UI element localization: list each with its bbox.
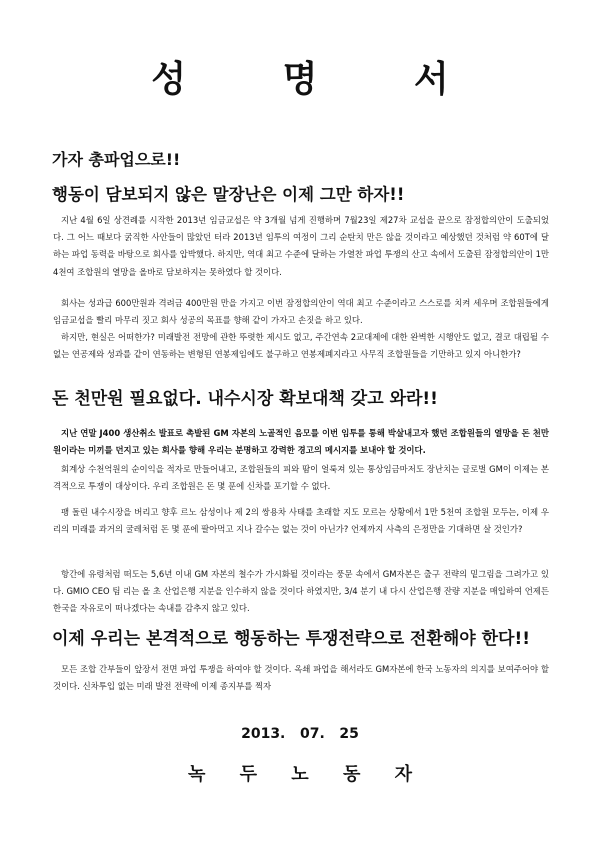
heading-go-strike: 가자 총파업으로!!	[52, 150, 181, 169]
document-title: 성 명 서	[151, 59, 491, 100]
paragraph-reality-question: 하지만, 현실은 어떠한가? 미래발전 전망에 관한 뚜렷한 제시도 없고, 주간연속 2교대제에 대한 완벽한 시행안도 없고, 결코 대립될 수 없는 연공제와 성과를 같이 연동하는 변형된 연봉제임에도 불구하고 연봉제폐지라고 사무직 조합원들을 기만하고 있지 아니한가?	[53, 332, 549, 360]
paragraph-full-strike-call: 모든 조합 간부들이 앞장서 전면 파업 투쟁을 하여야 할 것이다. 옥쇄 파업을 해서라도 GM자본에 한국 노동자의 의지를 보여주어야 할 것이다. 신차투입 없는 미래 발전 전략에 이제 종지부를 찍자	[53, 664, 549, 692]
paragraph-global-gm: 회계상 수천억원의 순이익을 적자로 만들어내고, 조합원들의 피와 땀이 얼룩져 있는 통상임금마저도 장난치는 글로벌 GM이 이제는 본격적으로 투쟁이 대상이다. 우리 조합원은 돈 몇 푼에 신차를 포기할 수 없다.	[53, 464, 549, 492]
paragraph-future-question: 팽 돌린 내수시장을 버리고 향후 르노 삼성이나 제 2의 쌍용차 사태를 초래할 지도 모르는 상황에서 1만 5천여 조합원 모두는, 이제 우리의 미래를 과거의 굴레처럼 돈 몇 푼에 팔아먹고 지나 갈수는 없는 것이 아닌가? 언제까지 사측의 은정만을 기대하면 살 것인가?	[53, 507, 549, 535]
paragraph-gm-warning: 지난 연말 J400 생산취소 발표로 촉발된 GM 자본의 노골적인 음모를 이번 임투를 통해 박살내고자 했던 조합원들의 열망을 돈 천만원이라는 미끼를 던지고 있는 회사를 향해 우리는 분명하고 강력한 경고의 메시지를 보내야 할 것이다.	[53, 428, 549, 456]
signature-organization: 녹 두 노 동 자	[187, 764, 426, 785]
heading-strategy-shift: 이제 우리는 본격적으로 행동하는 투쟁전략으로 전환해야 한다!!	[52, 629, 530, 649]
paragraph-company-offer: 회사는 성과급 600만원과 격려금 400만원 만을 가지고 이번 잠정합의안이 역대 최고 수준이라고 스스로를 치켜 세우며 조합원들에게 임금교섭을 빨리 마무리 짓고 회사 성공의 목표를 향해 같이 가자고 손짓을 하고 있다.	[53, 298, 549, 326]
heading-no-more-talk: 행동이 담보되지 않은 말장난은 이제 그만 하자!!	[52, 185, 405, 204]
paragraph-gm-withdrawal: 항간에 유령처럼 떠도는 5,6년 이내 GM 자본의 철수가 가시화될 것이라는 풍문 속에서 GM자본은 출구 전략의 밑그림을 그려가고 있다. GMIO CEO 팀 리는 올 초 산업은행 지분을 인수하지 않을 것이다 하였지만, 3/4 분기 내 다시 산업은행 잔량 지분을 매입하여 언제든 한국을 자유로이 떠나겠다는 속내를 감추지 않고 있다.	[53, 569, 549, 614]
statement-date: 2013. 07. 25	[241, 726, 359, 742]
heading-domestic-market: 돈 천만원 필요없다. 내수시장 확보대책 갖고 와라!!	[52, 389, 438, 409]
paragraph-negotiation-summary: 지난 4월 6일 상견례를 시작한 2013년 임금교섭은 약 3개월 넘게 진행하며 7월23일 제27차 교섭을 끝으로 잠정합의안이 도출되었다. 그 어느 때보다 굵직한 사안들이 많았던 터라 2013년 임투의 여정이 그리 순탄치 만은 않을 것이라고 예상했던 것처럼 약 60T에 달하는 파업 동력을 바탕으로 회사를 압박했다. 하지만, 역대 최고 수준에 달하는 가열찬 파업 투쟁의 산고 속에서 도출된 잠정합의안이 1만4천여 조합원의 열망을 올바로 담보하지는 못하였다 할 것이다.	[53, 215, 549, 277]
